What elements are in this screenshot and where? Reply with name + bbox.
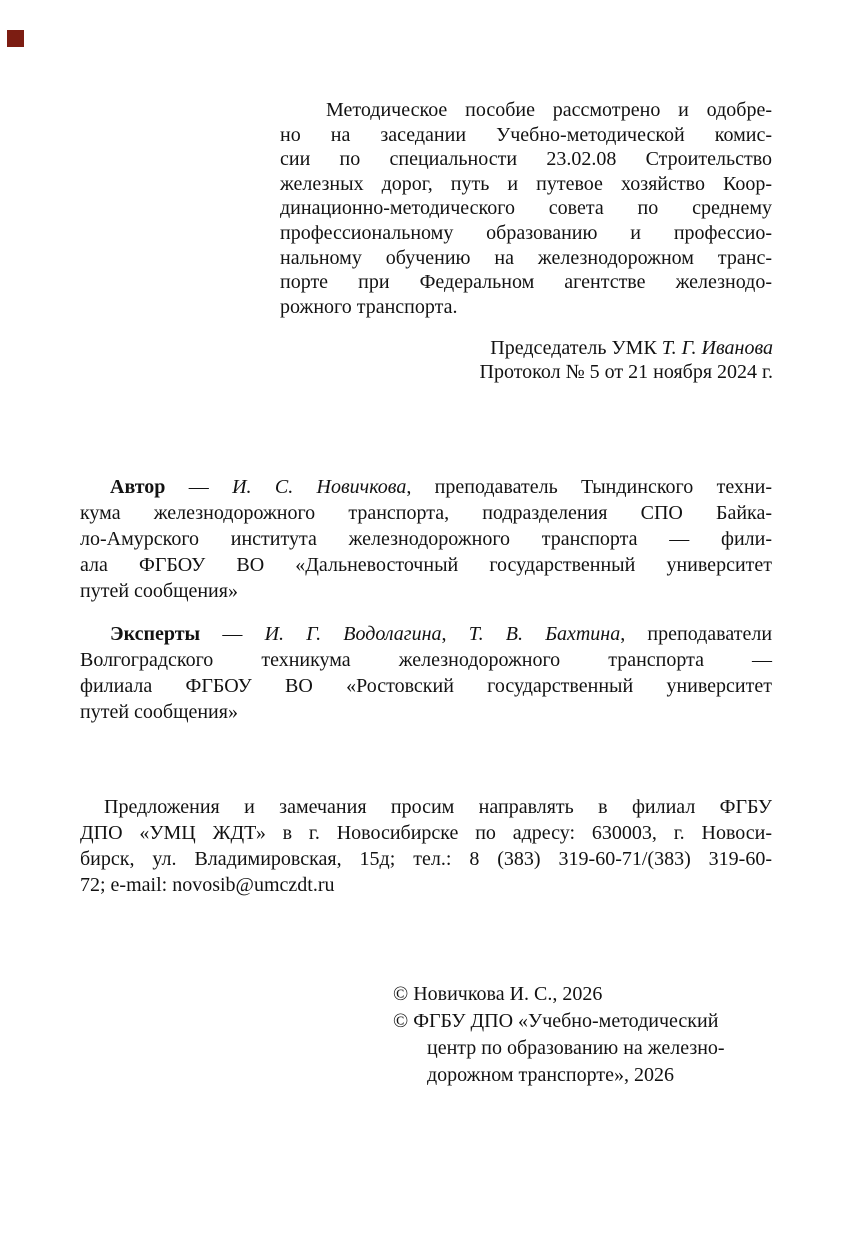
text-segment: центр по образованию на железно- — [427, 1037, 725, 1059]
text-segment: рожного транспорта. — [280, 295, 458, 318]
experts-paragraph — [80, 621, 772, 725]
text-segment: путей сообщения» — [80, 580, 238, 602]
text-line — [80, 699, 772, 725]
text-line — [80, 846, 772, 872]
text-line — [280, 123, 772, 148]
text-line — [80, 474, 772, 500]
text-line — [393, 1035, 813, 1062]
text-line — [280, 196, 772, 221]
text-line — [280, 361, 773, 385]
text-line — [80, 647, 772, 673]
text-segment: , — [441, 623, 469, 645]
text-line — [80, 820, 772, 846]
text-segment: дорожном транспорте», 2026 — [427, 1064, 674, 1086]
text-segment: Председатель УМК — [490, 337, 662, 359]
text-segment: ала ФГБОУ ВО «Дальневосточный государственный университет — [80, 554, 772, 576]
text-line — [280, 246, 772, 271]
author-paragraph — [80, 474, 772, 604]
text-line — [280, 98, 772, 123]
text-segment: бирск, ул. Владимировская, 15д; тел.: 8 (383) 319-60-71/(383) 319-60- — [80, 848, 772, 870]
text-segment: И. С. Новичкова — [232, 476, 407, 498]
corner-marker — [7, 30, 24, 47]
text-segment: порте при Федеральном агентстве железнодо- — [280, 271, 772, 294]
text-line — [393, 1062, 813, 1089]
text-segment: но на заседании Учебно-методической комис- — [280, 123, 772, 146]
text-line — [80, 578, 772, 604]
text-line — [80, 552, 772, 578]
text-line — [80, 673, 772, 699]
text-line — [80, 500, 772, 526]
text-segment: © Новичкова И. С., 2026 — [393, 983, 603, 1005]
text-segment: динационно-методического совета по среднему — [280, 197, 772, 220]
text-segment: профессиональному образованию и профессио- — [280, 221, 772, 244]
text-segment: ло-Амурского института железнодорожного транспорта — фили- — [80, 528, 772, 550]
text-segment: сии по специальности 23.02.08 Строительство — [280, 148, 772, 171]
text-segment: нальному обучению на железнодорожном транс- — [280, 246, 772, 269]
text-line — [280, 270, 772, 295]
text-segment: Т. В. Бахтина — [468, 623, 621, 645]
text-segment: Эксперты — [110, 623, 201, 645]
text-line — [80, 526, 772, 552]
text-line — [80, 794, 772, 820]
text-segment: кума железнодорожного транспорта, подразделения СПО Байка- — [80, 502, 772, 524]
text-segment: Автор — [110, 476, 166, 498]
text-line — [393, 981, 813, 1008]
text-line — [280, 295, 772, 320]
text-segment: , преподаватель Тындинского техни- — [406, 476, 772, 498]
text-segment: Волгоградского техникума железнодорожного транспорта — — [80, 649, 772, 671]
text-segment: Протокол № 5 от 21 ноября 2024 г. — [479, 360, 773, 383]
text-segment: Методическое пособие рассмотрено и одобре- — [326, 99, 772, 121]
text-line — [280, 147, 772, 172]
text-segment: , преподаватели — [620, 623, 773, 645]
text-line — [280, 337, 773, 361]
text-segment: Предложения и замечания просим направлять в филиал ФГБУ — [104, 796, 772, 818]
copyright-block — [393, 981, 813, 1089]
text-segment: © ФГБУ ДПО «Учебно-методический — [393, 1010, 719, 1032]
text-line — [280, 221, 772, 246]
text-segment: 72; e-mail: novosib@umczdt.ru — [80, 874, 335, 896]
text-line — [80, 872, 772, 898]
text-segment: филиала ФГБОУ ВО «Ростовский государственный университет — [80, 675, 772, 697]
text-segment: — — [165, 476, 233, 498]
text-segment: Т. Г. Иванова — [661, 337, 773, 359]
text-segment: путей сообщения» — [80, 701, 238, 723]
text-segment: — — [200, 623, 265, 645]
text-line — [280, 172, 772, 197]
chair-signature-and-protocol — [280, 337, 773, 384]
approval-paragraph — [280, 98, 772, 319]
text-line — [393, 1008, 813, 1035]
text-segment: И. Г. Водолагина — [264, 623, 442, 645]
text-line — [80, 621, 772, 647]
contact-paragraph — [80, 794, 772, 898]
text-segment: железных дорог, путь и путевое хозяйство Коор- — [280, 172, 772, 195]
text-segment: ДПО «УМЦ ЖДТ» в г. Новосибирске по адресу: 630003, г. Новоси- — [80, 822, 772, 844]
